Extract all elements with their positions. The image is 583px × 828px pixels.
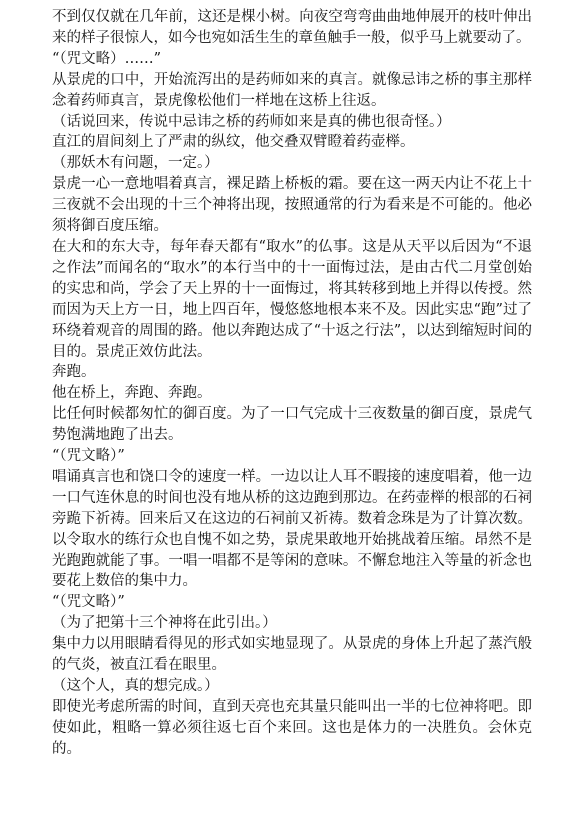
document-body — [52, 7, 532, 760]
paragraph: “（咒文略）” — [52, 594, 125, 611]
paragraph: 即使光考虑所需的时间，直到天亮也充其量只能叫出一半的七位神将吧。即使如此，粗略一算必须往返七百个来回。这也是体力的一决胜负。会休克的。 — [52, 698, 532, 757]
paragraph: 奔跑。 — [52, 364, 96, 381]
paragraph: （那妖木有问题，一定。） — [52, 155, 219, 172]
paragraph: 唱诵真言也和饶口令的速度一样。一边以让人耳不暇接的速度唱着，他一边一口气连休息的时间也没有地从桥的这边跑到那边。在药壶榉的根部的石祠旁跪下祈祷。回来后又在这边的石祠前又祈祷。数着念珠是为了计算次数。以令取水的练行众也自愧不如之势，景虎果敢地开始挑战着压缩。昂然不是光跑跑就能了事。一唱一唱都不是等闲的意味。不懈怠地注入等量的祈念也要花上数倍的集中力。 — [52, 468, 532, 590]
paragraph: “（咒文略）……” — [52, 50, 162, 67]
paragraph: （这个人，真的想完成。） — [52, 678, 219, 694]
paragraph: 不到仅仅就在几年前，这还是棵小树。向夜空弯弯曲曲地伸展开的枝叶伸出来的样子很惊人，如今也宛如活生生的章鱼触手一般，似乎马上就要动了。 — [52, 9, 532, 46]
paragraph: 集中力以用眼睛看得见的形式如实地显现了。从景虎的身体上升起了蒸汽般的气炎，被直江看在眼里。 — [52, 636, 532, 674]
paragraph: （为了把第十三个神将在此引出。） — [52, 615, 277, 632]
paragraph: 景虎一心一意地唱着真言，裸足踏上桥板的霜。要在这一两天内让不花上十三夜就不会出现的十三个神将出现，按照通常的行为看来是不可能的。他必须将御百度压缩。 — [52, 176, 532, 235]
paragraph: 直江的眉间刻上了严肃的纵纹，他交叠双臂瞪着药壶榉。 — [52, 134, 415, 151]
paragraph: “（咒文略）” — [52, 448, 125, 465]
paragraph: 在大和的东大寺，每年春天都有“取水”的仏事。这是从天平以后因为“不退之作法”而闻名的“取水”的本行当中的十一面悔过法，是由古代二月堂创始的实忠和尚，学会了天上界的十一面悔过，将其转移到地上并得以传授。然而因为天上方一日，地上四百年，慢悠悠地根本来不及。因此实忠“跑”过了环绕着观音的周围的路。他以奔跑达成了“十返之行法”，以达到缩短时间的目的。景虎正效仿此法。 — [52, 238, 532, 360]
paragraph: 从景虎的口中，开始流泻出的是药师如来的真言。就像忌讳之桥的事主那样念着药师真言，景虎像松他们一样地在这桥上往返。 — [52, 71, 532, 109]
paragraph: 比任何时候都匆忙的御百度。为了一口气完成十三夜数量的御百度，景虎气势饱满地跑了出去。 — [52, 406, 532, 444]
paragraph: 他在桥上，奔跑、奔跑。 — [52, 385, 212, 402]
paragraph: （话说回来，传说中忌讳之桥的药师如来是真的佛也很奇怪。） — [52, 113, 451, 130]
